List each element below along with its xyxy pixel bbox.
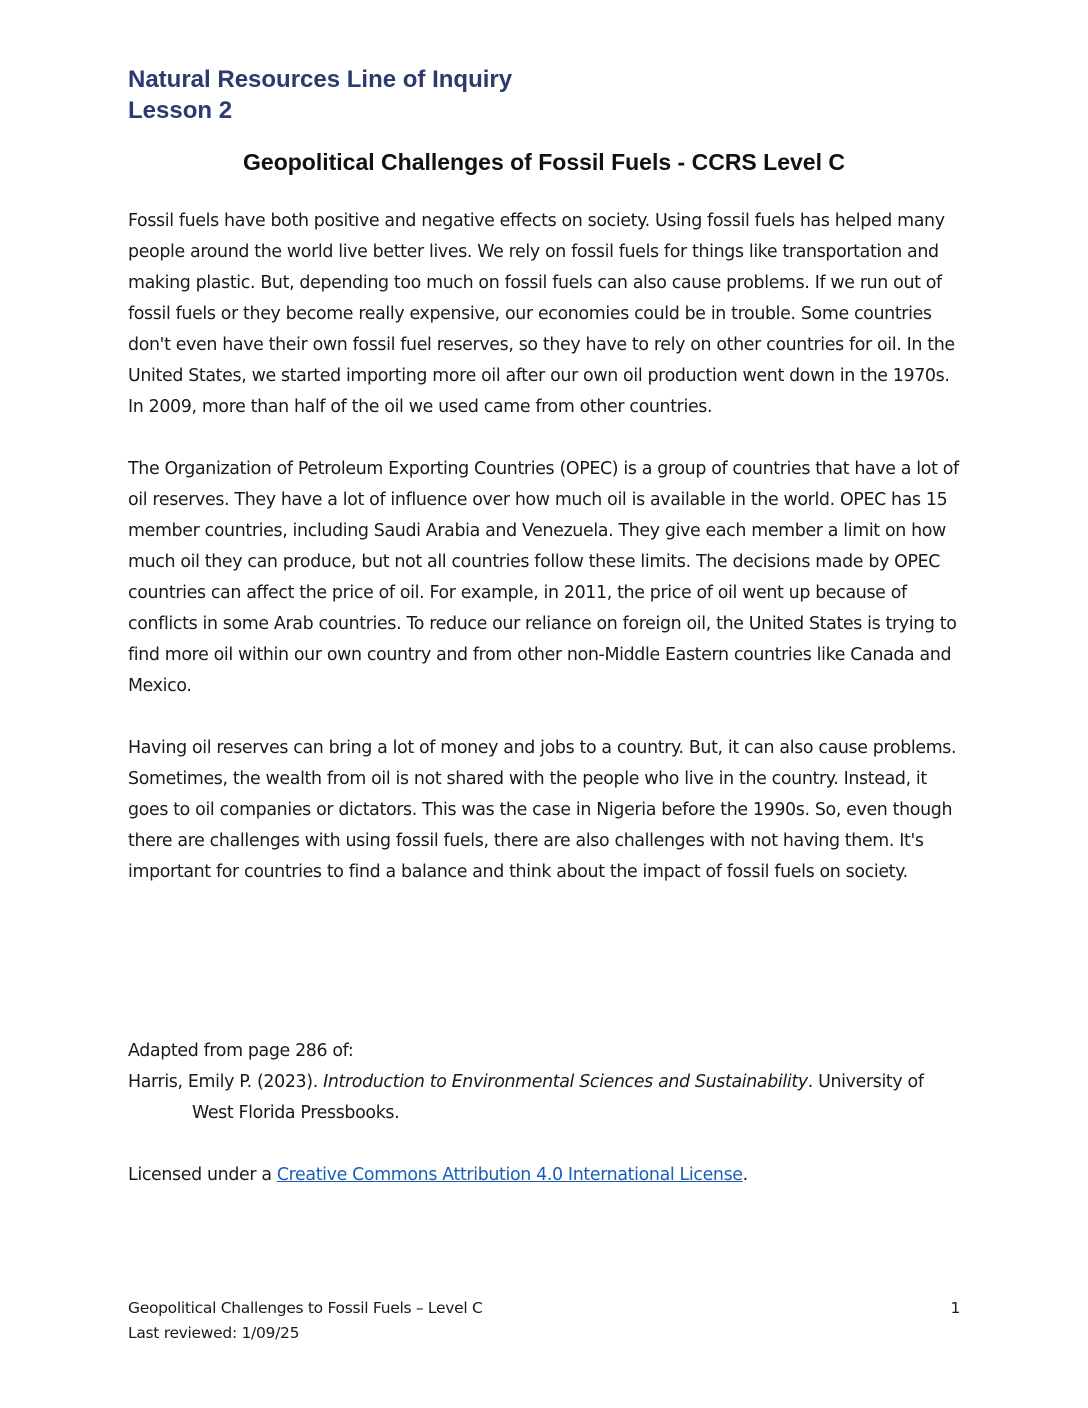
license-prefix: Licensed under a bbox=[128, 1165, 277, 1185]
license-suffix: . bbox=[742, 1165, 748, 1185]
header-lesson-number: Lesson 2 bbox=[128, 97, 233, 124]
body-text bbox=[128, 206, 960, 919]
lesson-header bbox=[128, 64, 960, 126]
license-line bbox=[128, 1160, 960, 1191]
adapted-from-line: Adapted from page 286 of: bbox=[128, 1041, 354, 1061]
paragraph-3: Having oil reserves can bring a lot of money and jobs to a country. But, it can also cause problems. Sometimes, the wealth from oil is not shared with the people who live in the country. Instead, it goes to oil companies or dictators. This was the case in Nigeria before the 1990s. So, even though there are challenges with using fossil fuels, there are also challenges with not having them. It's important for countries to find a balance and think about the impact of fossil fuels on society. bbox=[128, 738, 957, 882]
paragraph-1: Fossil fuels have both positive and negative effects on society. Using fossil fuels has helped many people around the world live better lives. We rely on fossil fuels for things like transportation and making plastic. But, depending too much on fossil fuels can also cause problems. If we run out of fossil fuels or they become really expensive, our economies could be in trouble. Some countries don't even have their own fossil fuel reserves, so they have to rely on other countries for oil. In the United States, we started importing more oil after our own oil production went down in the 1970s. In 2009, more than half of the oil we used came from other countries. bbox=[128, 211, 955, 417]
footer-last-reviewed: Last reviewed: 1/09/25 bbox=[128, 1324, 300, 1342]
reference-book-title: Introduction to Environmental Sciences and Sustainability bbox=[323, 1072, 808, 1092]
license-link[interactable]: Creative Commons Attribution 4.0 International License bbox=[276, 1165, 743, 1185]
reference-author-year: Harris, Emily P. (2023). bbox=[128, 1072, 324, 1092]
header-line-of-inquiry: Natural Resources Line of Inquiry bbox=[128, 66, 513, 93]
paragraph-2: The Organization of Petroleum Exporting Countries (OPEC) is a group of countries that have a lot of oil reserves. They have a lot of influence over how much oil is available in the world. OPEC has 15 member countries, including Saudi Arabia and Venezuela. They give each member a limit on how much oil they can produce, but not all countries follow these limits. The decisions made by OPEC countries can affect the price of oil. For example, in 2011, the price of oil went up because of conflicts in some Arab countries. To reduce our reliance on foreign oil, the United States is trying to find more oil within our own country and from other non-Middle Eastern countries like Canada and Mexico. bbox=[128, 459, 959, 696]
reference-entry bbox=[128, 1067, 960, 1129]
reference-publisher: . University of West Florida Pressbooks. bbox=[192, 1072, 924, 1123]
footer-document-name: Geopolitical Challenges to Fossil Fuels – Level C bbox=[128, 1299, 483, 1317]
citation-block bbox=[128, 1036, 960, 1191]
page-footer bbox=[128, 1296, 960, 1346]
page-title: Geopolitical Challenges of Fossil Fuels - CCRS Level C bbox=[243, 149, 845, 175]
page-number: 1 bbox=[950, 1299, 960, 1317]
